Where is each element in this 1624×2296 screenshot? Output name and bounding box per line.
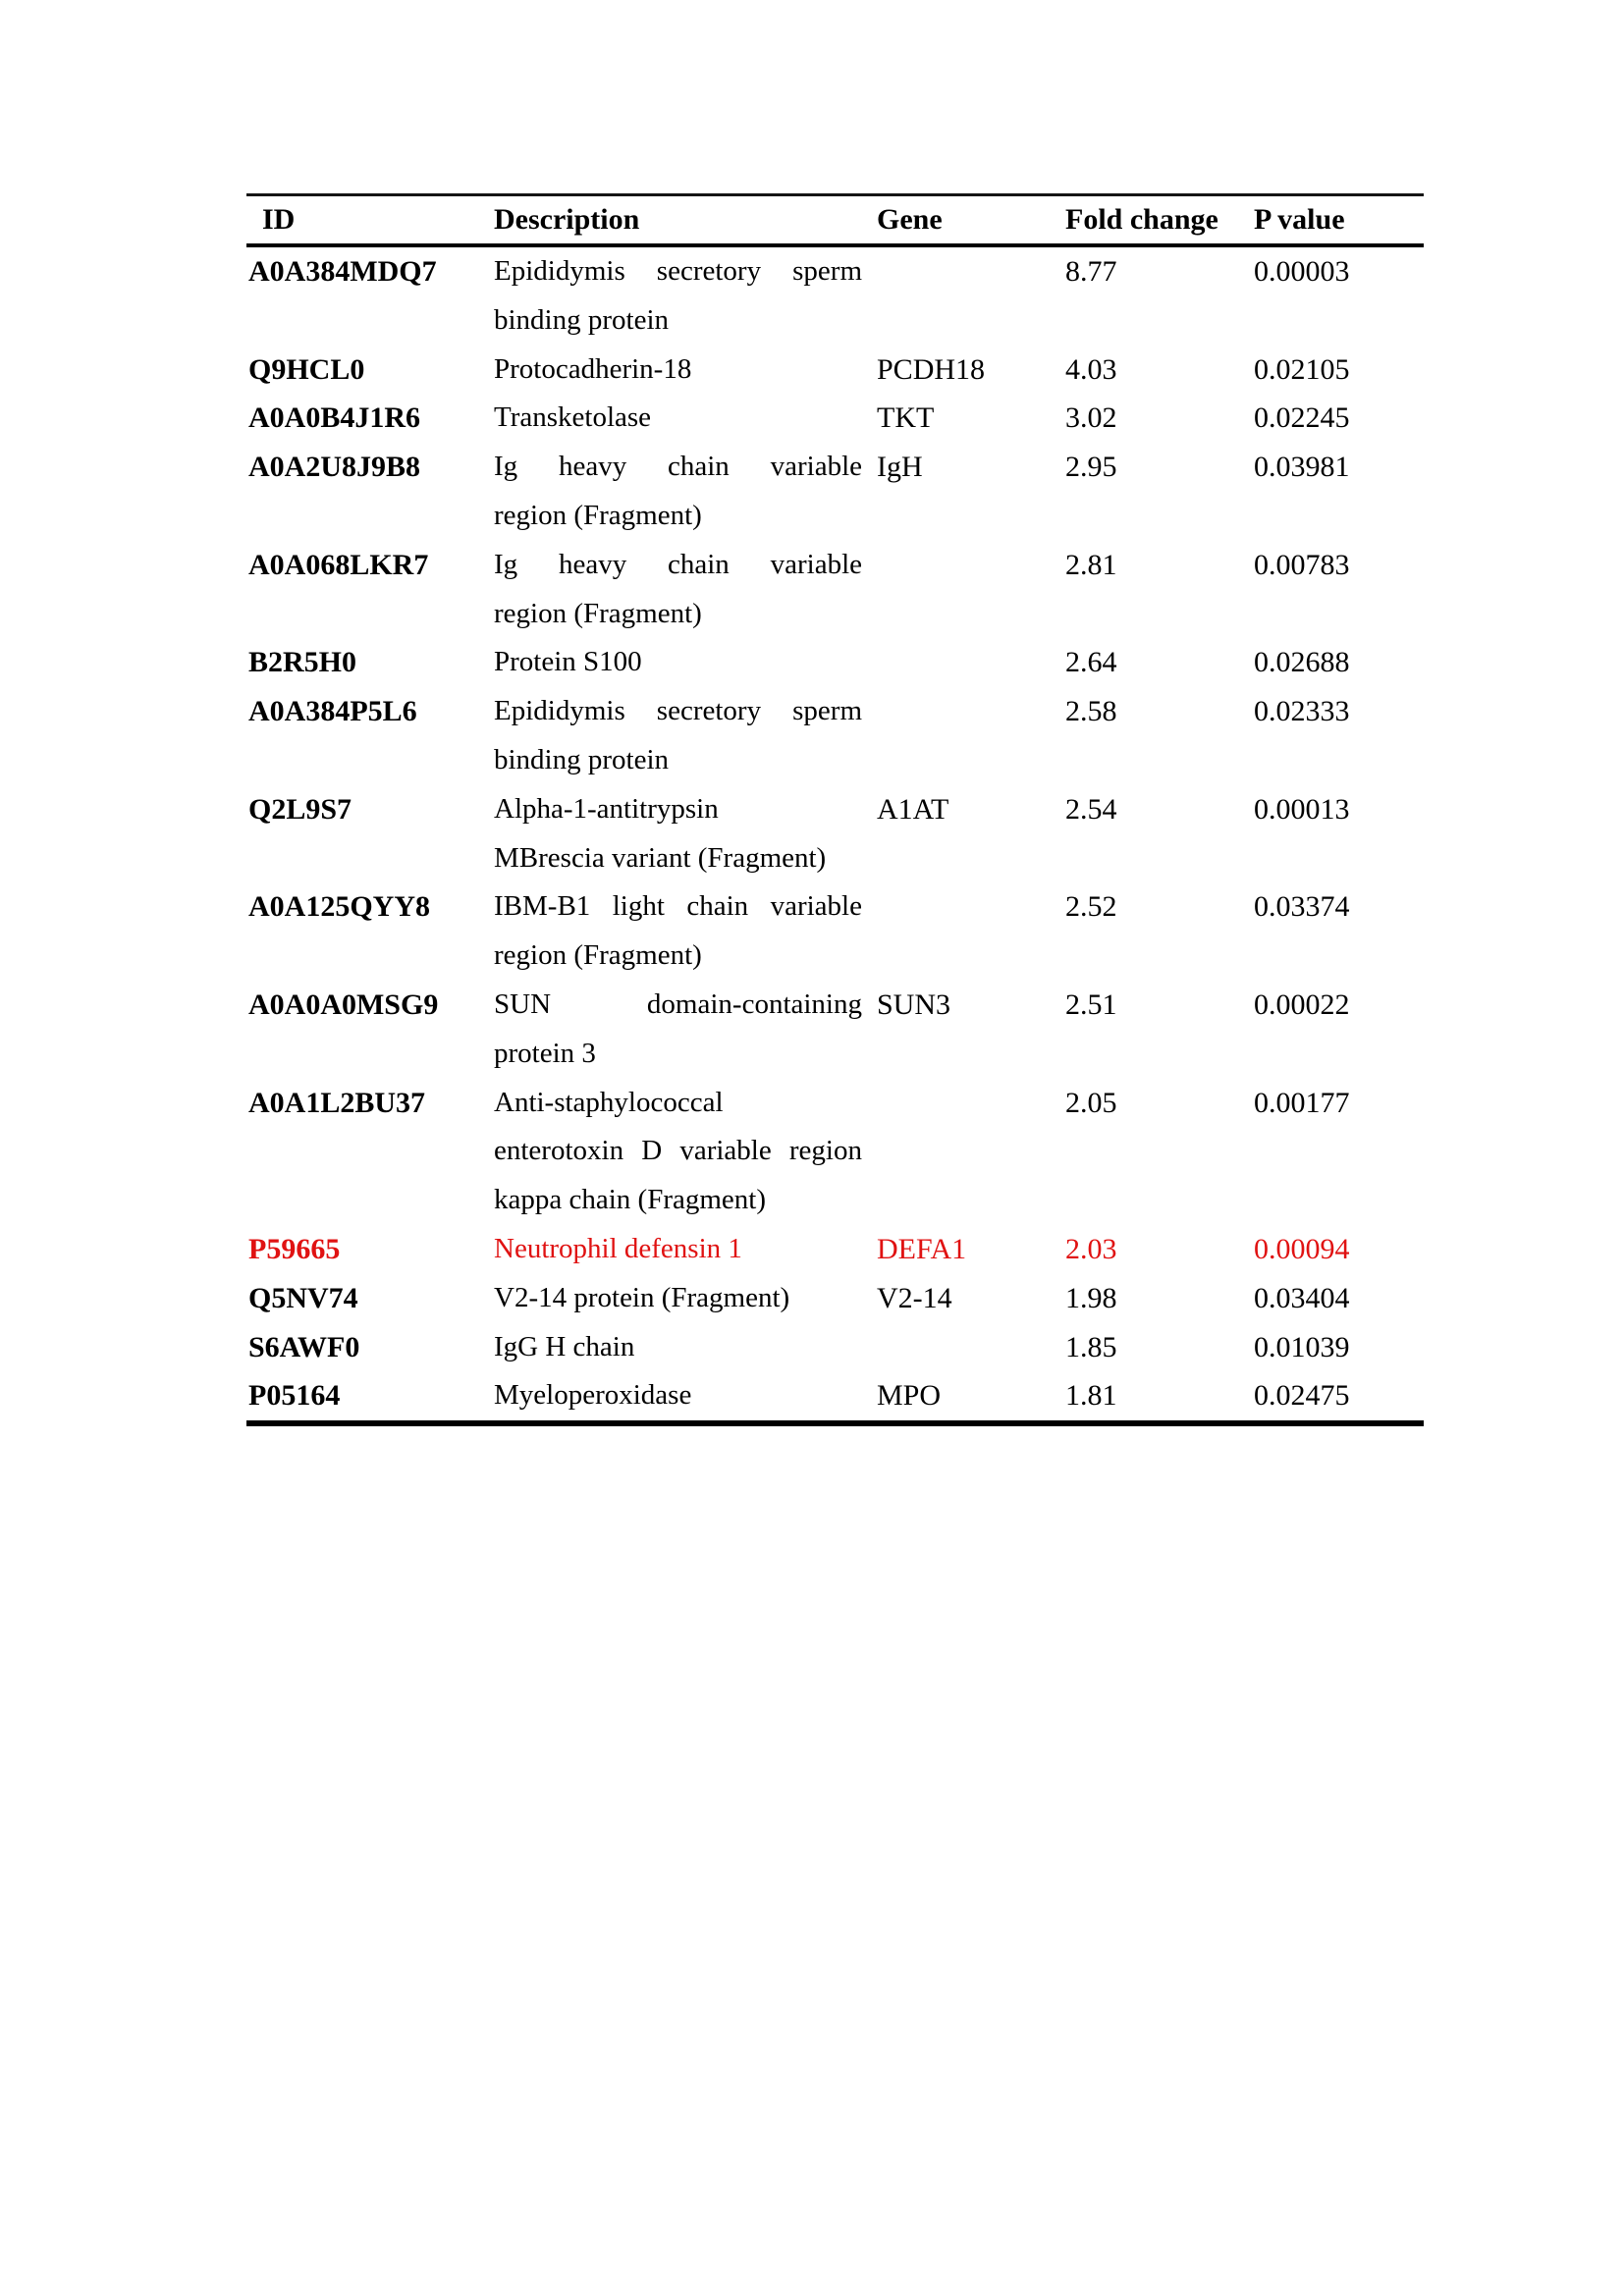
table-body [246, 247, 1424, 1426]
cell-p-value: 0.03404 [1254, 1281, 1350, 1314]
cell-description [494, 1079, 877, 1225]
table-row [246, 1225, 1424, 1274]
cell-fold-change: 1.98 [1065, 1281, 1117, 1314]
cell-gene: DEFA1 [877, 1232, 967, 1265]
column-header-gene: Gene [877, 203, 943, 236]
cell-id: A0A068LKR7 [248, 548, 429, 581]
table-row [246, 1274, 1424, 1323]
description-line: IBM-B1 light chain variable [494, 890, 862, 923]
cell-fold-change: 8.77 [1065, 255, 1117, 288]
cell-gene: IgH [877, 451, 923, 484]
cell-id: A0A1L2BU37 [248, 1086, 426, 1119]
cell-description [494, 1225, 877, 1274]
cell-gene: MPO [877, 1379, 942, 1413]
column-header-id: ID [262, 203, 296, 236]
cell-p-value: 0.00003 [1254, 255, 1350, 288]
description-line: Alpha-1-antitrypsin [494, 792, 719, 825]
column-header-fold-change: Fold change [1065, 203, 1218, 236]
table-row [246, 1323, 1424, 1372]
cell-p-value: 0.03374 [1254, 890, 1350, 924]
cell-id: A0A384MDQ7 [248, 255, 437, 288]
cell-fold-change: 2.51 [1065, 988, 1117, 1021]
description-line: Protocadherin-18 [494, 352, 692, 385]
cell-p-value: 0.03981 [1254, 451, 1350, 484]
cell-fold-change: 2.64 [1065, 646, 1117, 679]
cell-description [494, 541, 877, 639]
description-line: kappa chain (Fragment) [494, 1184, 767, 1216]
cell-id: Q5NV74 [248, 1281, 358, 1314]
description-line: V2-14 protein (Fragment) [494, 1281, 790, 1313]
table-row [246, 394, 1424, 443]
description-line: binding protein [494, 303, 670, 336]
cell-id: A0A125QYY8 [248, 890, 430, 924]
cell-fold-change: 2.95 [1065, 451, 1117, 484]
cell-description [494, 443, 877, 541]
table-row [246, 785, 1424, 883]
cell-p-value: 0.01039 [1254, 1330, 1350, 1363]
cell-description [494, 1323, 877, 1372]
cell-description [494, 1274, 877, 1323]
cell-p-value: 0.02333 [1254, 695, 1350, 728]
cell-p-value: 0.02688 [1254, 646, 1350, 679]
cell-gene: SUN3 [877, 988, 951, 1021]
cell-id: Q2L9S7 [248, 792, 352, 826]
cell-p-value: 0.00022 [1254, 988, 1350, 1021]
cell-description [494, 394, 877, 443]
description-line: binding protein [494, 743, 670, 775]
description-line: enterotoxin D variable region [494, 1135, 862, 1167]
cell-description [494, 785, 877, 883]
cell-fold-change: 1.81 [1065, 1379, 1117, 1413]
cell-fold-change: 1.85 [1065, 1330, 1117, 1363]
table-row [246, 443, 1424, 541]
cell-description [494, 981, 877, 1079]
description-line: Ig heavy chain variable [494, 548, 862, 580]
cell-fold-change: 2.05 [1065, 1086, 1117, 1119]
description-line: Myeloperoxidase [494, 1379, 692, 1412]
description-line: Transketolase [494, 401, 652, 434]
cell-id: P05164 [248, 1379, 341, 1413]
cell-p-value: 0.00783 [1254, 548, 1350, 581]
description-line: region (Fragment) [494, 499, 702, 531]
description-line: SUN domain-containing [494, 988, 862, 1020]
cell-gene: A1AT [877, 792, 949, 826]
table-row [246, 981, 1424, 1079]
protein-table [246, 193, 1424, 1426]
description-line: Neutrophil defensin 1 [494, 1232, 742, 1264]
table-row [246, 346, 1424, 395]
cell-fold-change: 2.03 [1065, 1232, 1117, 1265]
cell-p-value: 0.00177 [1254, 1086, 1350, 1119]
description-line: region (Fragment) [494, 939, 702, 972]
column-header-description: Description [494, 203, 640, 236]
cell-gene: TKT [877, 401, 935, 435]
description-line: Ig heavy chain variable [494, 451, 862, 483]
cell-fold-change: 2.54 [1065, 792, 1117, 826]
description-line: IgG H chain [494, 1330, 635, 1362]
cell-fold-change: 2.52 [1065, 890, 1117, 924]
cell-p-value: 0.00094 [1254, 1232, 1350, 1265]
cell-id: Q9HCL0 [248, 352, 365, 386]
description-line: Epididymis secretory sperm [494, 695, 862, 727]
description-line: MBrescia variant (Fragment) [494, 841, 827, 874]
cell-p-value: 0.00013 [1254, 792, 1350, 826]
cell-fold-change: 2.81 [1065, 548, 1117, 581]
cell-id: P59665 [248, 1232, 341, 1265]
cell-description [494, 1371, 877, 1420]
column-header-p-value: P value [1254, 203, 1345, 236]
cell-description [494, 638, 877, 687]
cell-id: S6AWF0 [248, 1330, 360, 1363]
cell-id: A0A0B4J1R6 [248, 401, 421, 435]
cell-description [494, 882, 877, 981]
cell-id: A0A384P5L6 [248, 695, 417, 728]
table-row [246, 882, 1424, 981]
table-header-row [246, 193, 1424, 247]
cell-id: A0A0A0MSG9 [248, 988, 439, 1021]
cell-p-value: 0.02245 [1254, 401, 1350, 435]
cell-description [494, 247, 877, 346]
cell-id: B2R5H0 [248, 646, 357, 679]
cell-fold-change: 3.02 [1065, 401, 1117, 435]
cell-p-value: 0.02105 [1254, 352, 1350, 386]
table-row [246, 687, 1424, 785]
cell-description [494, 346, 877, 395]
cell-description [494, 687, 877, 785]
table-row [246, 247, 1424, 346]
description-line: Anti-staphylococcal [494, 1086, 724, 1118]
cell-p-value: 0.02475 [1254, 1379, 1350, 1413]
cell-fold-change: 2.58 [1065, 695, 1117, 728]
table-row [246, 1371, 1424, 1420]
cell-id: A0A2U8J9B8 [248, 451, 421, 484]
description-line: region (Fragment) [494, 597, 702, 629]
description-line: Epididymis secretory sperm [494, 255, 862, 287]
description-line: Protein S100 [494, 646, 642, 678]
description-line: protein 3 [494, 1037, 596, 1069]
cell-fold-change: 4.03 [1065, 352, 1117, 386]
table-row [246, 541, 1424, 639]
cell-gene: PCDH18 [877, 352, 986, 386]
table-row [246, 1079, 1424, 1225]
table-row [246, 638, 1424, 687]
cell-gene: V2-14 [877, 1281, 952, 1314]
